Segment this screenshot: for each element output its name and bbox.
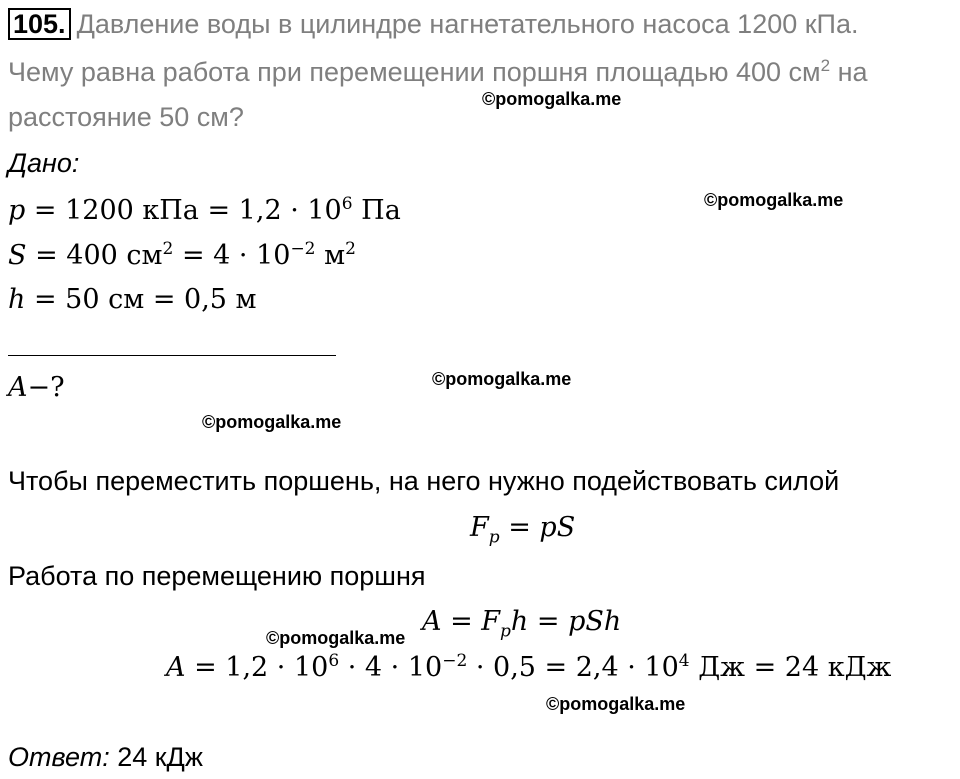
formula-calc	[166, 652, 891, 683]
given-pressure	[8, 195, 401, 226]
c-part3: · 0,5 = 2,4 · 10	[467, 652, 679, 683]
c-exp2: −2	[442, 651, 468, 671]
c-exp3: 4	[678, 651, 690, 671]
formula-force	[470, 512, 576, 548]
w-a: A	[422, 606, 442, 637]
w-eq2: =	[528, 606, 569, 637]
var-a: A	[8, 372, 28, 403]
answer-label: Ответ:	[8, 742, 110, 772]
watermark: ©pomogalka.me	[482, 89, 622, 109]
f-var: F	[470, 512, 489, 543]
watermark: ©pomogalka.me	[266, 628, 406, 648]
h-expr: = 50 см = 0,5 м	[25, 284, 257, 315]
solution-text-2: Работа по перемещению поршня	[8, 561, 426, 591]
problem-text-3: расстояние 50 см?	[8, 102, 244, 132]
given-divider	[8, 355, 336, 356]
answer-value: 24 кДж	[109, 742, 203, 772]
problem-text-1: Давление воды в цилиндре нагнетательного насоса 1200 кПа.	[76, 9, 859, 39]
s-exp-2: −2	[290, 239, 316, 259]
c-exp1: 6	[328, 651, 340, 671]
var-s: S	[8, 240, 27, 271]
formula-work	[422, 606, 622, 642]
c-part2: · 4 · 10	[339, 652, 443, 683]
solution-text-1: Чтобы переместить поршень, на него нужно подействовать силой	[8, 466, 840, 496]
s-unit: м	[315, 240, 346, 271]
watermark: ©pomogalka.me	[546, 694, 686, 714]
watermark: ©pomogalka.me	[704, 190, 844, 210]
given-area	[8, 240, 356, 271]
answer-line	[8, 742, 203, 773]
var-h: h	[8, 284, 26, 315]
c-a: A	[166, 652, 186, 683]
given-height	[8, 284, 257, 315]
s-expr-2: = 4 · 10	[173, 240, 291, 271]
c-part1: = 1,2 · 10	[185, 652, 329, 683]
f-sub: p	[488, 527, 500, 548]
given-title: Дано:	[8, 148, 80, 178]
find-line	[8, 372, 65, 403]
problem-line-1	[8, 8, 858, 40]
problem-text-2b: на	[830, 57, 868, 87]
w-sub: p	[500, 621, 511, 642]
var-p: p	[8, 195, 26, 226]
s-exp-1: 2	[162, 239, 174, 259]
p-exp: 6	[341, 194, 353, 214]
w-eq1: =	[441, 606, 482, 637]
s-expr-1: = 400 см	[26, 240, 163, 271]
problem-number: 105.	[8, 8, 71, 40]
problem-text-2: Чему равна работа при перемещении поршня площадью 400 см	[8, 57, 821, 87]
f-ps: pS	[539, 512, 576, 543]
s-exp-3: 2	[345, 239, 356, 259]
c-part4: Дж = 24 кДж	[689, 652, 892, 683]
problem-sup: 2	[820, 56, 831, 75]
watermark: ©pomogalka.me	[432, 369, 572, 389]
w-psh: pSh	[568, 606, 622, 637]
p-unit: Па	[352, 195, 401, 226]
problem-line-2	[8, 58, 868, 87]
problem-line-3	[8, 103, 244, 132]
p-expr: = 1200 кПа = 1,2 · 10	[25, 195, 342, 226]
watermark: ©pomogalka.me	[202, 412, 342, 432]
w-h: h	[510, 606, 529, 637]
f-eq: =	[499, 512, 540, 543]
w-f: F	[481, 606, 501, 637]
find-expr: −?	[27, 372, 65, 403]
